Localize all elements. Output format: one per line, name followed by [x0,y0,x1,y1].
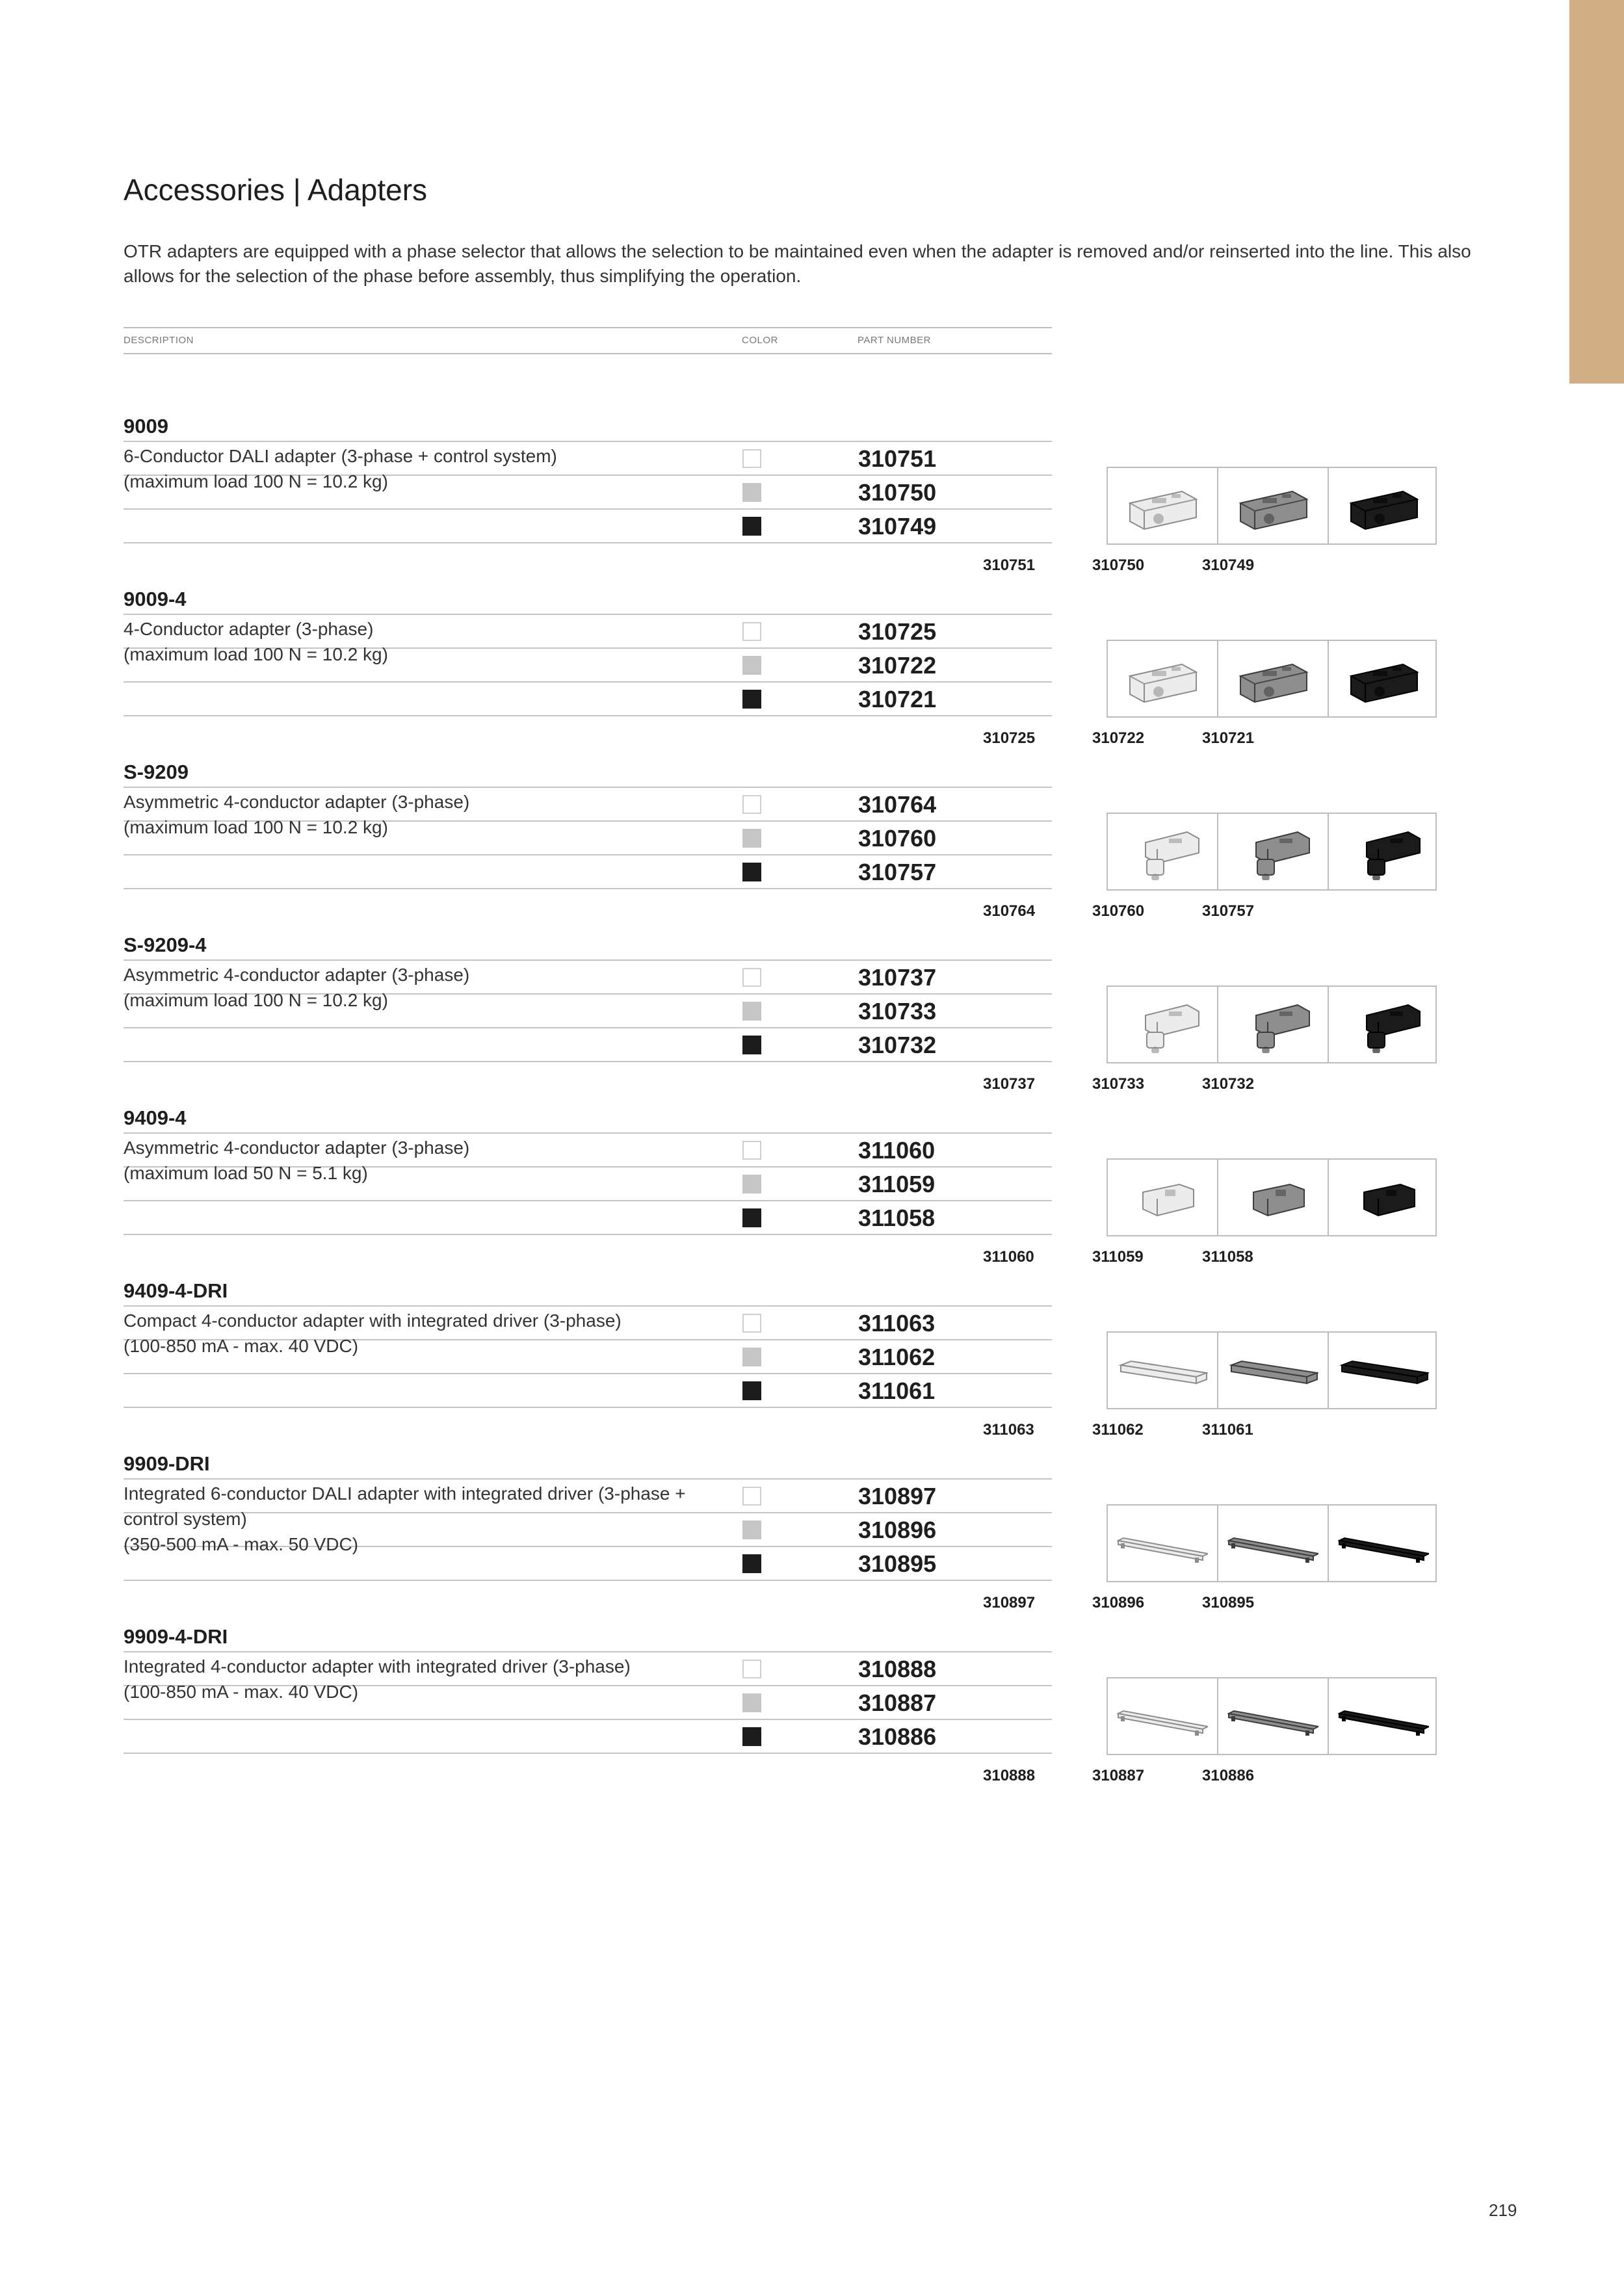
part-number: 311063 [858,1310,936,1337]
adapter-block-icon [1227,477,1318,534]
color-swatch-black [742,1554,761,1573]
part-number: 310760 [858,825,937,852]
long-driver-adapter-icon [1117,1688,1208,1745]
part-number: 310733 [858,998,937,1024]
color-swatch-grey [742,1520,761,1539]
product-image-strip [1107,1504,1437,1582]
color-swatch-white [742,1141,761,1160]
image-caption: 310722 [1092,729,1145,747]
product-image [1328,1506,1438,1581]
part-row [124,1373,1052,1408]
page-number: 219 [1489,2200,1517,2220]
color-swatch-white [742,1487,761,1506]
image-caption: 310897 [983,1594,1036,1611]
part-number: 310895 [858,1550,937,1577]
product-description: Asymmetric 4-conductor adapter (3-phase) (maximum load 100 N = 10.2 kg) [124,965,470,1010]
product-9909-4-dri [124,1625,1437,1784]
product-image [1328,1160,1438,1235]
product-image [1217,1333,1328,1408]
product-9009 [124,415,1437,574]
driver-adapter-icon [1227,1342,1318,1399]
color-swatch-white [742,622,761,641]
color-swatch-grey [742,1002,761,1021]
color-swatch-black [742,1727,761,1746]
color-swatch-grey [742,1175,761,1194]
part-number: 310722 [858,652,937,679]
part-number: 310732 [858,1032,937,1058]
product-image-strip [1107,640,1437,718]
part-number: 311060 [858,1137,936,1164]
part-number: 310888 [858,1656,937,1682]
product-image [1108,1506,1217,1581]
image-caption: 310760 [1092,902,1145,920]
product-description: Integrated 4-conductor adapter with integrated driver (3-phase) (100-850 mA - max. 40 VDC) [124,1656,631,1702]
product-9409-4-dri [124,1279,1437,1439]
asymmetric-adapter-icon [1117,996,1208,1053]
product-description: Asymmetric 4-conductor adapter (3-phase) (maximum load 50 N = 5.1 kg) [124,1138,470,1183]
long-driver-adapter-icon [1227,1515,1318,1572]
part-number: 311058 [858,1205,936,1231]
header-part-number: PART NUMBER [858,335,932,346]
image-caption: 311059 [1092,1248,1144,1266]
color-swatch-grey [742,829,761,848]
part-row [124,854,1052,889]
color-swatch-black [742,690,761,709]
part-number: 310757 [858,859,937,885]
product-image [1328,1333,1438,1408]
product-image [1217,641,1328,716]
product-name: S-9209 [124,761,189,783]
product-image [1328,987,1438,1062]
color-swatch-black [742,863,761,881]
adapter-block-icon [1338,477,1429,534]
long-driver-adapter-icon [1338,1688,1429,1745]
part-number: 310897 [858,1483,937,1509]
image-caption: 311058 [1202,1248,1253,1266]
product-image [1108,1678,1217,1754]
header-color: COLOR [742,335,778,346]
product-s-9209 [124,761,1437,920]
image-caption: 311061 [1202,1421,1253,1439]
driver-adapter-icon [1338,1342,1429,1399]
product-9909-dri [124,1452,1437,1611]
product-9409-4 [124,1106,1437,1266]
image-caption: 311062 [1092,1421,1144,1439]
color-swatch-white [742,968,761,987]
product-image [1217,468,1328,543]
part-number: 310886 [858,1723,937,1750]
product-image [1108,987,1217,1062]
color-swatch-white [742,449,761,468]
part-row [124,1200,1052,1235]
part-number: 311059 [858,1171,936,1197]
product-name: 9409-4-DRI [124,1279,228,1302]
part-row [124,1719,1052,1754]
image-caption: 310887 [1092,1767,1145,1784]
color-swatch-grey [742,656,761,675]
section-tab [1569,0,1624,384]
product-image [1108,1160,1217,1235]
product-description: 6-Conductor DALI adapter (3-phase + control system) (maximum load 100 N = 10.2 kg) [124,446,557,491]
color-swatch-grey [742,1693,761,1712]
color-swatch-grey [742,483,761,502]
page-title: Accessories | Adapters [124,173,428,207]
product-name: 9909-DRI [124,1452,210,1475]
color-swatch-black [742,1381,761,1400]
product-image [1328,641,1438,716]
image-caption: 310750 [1092,556,1145,574]
compact-adapter-icon [1117,1169,1208,1226]
image-caption: 310757 [1202,902,1255,920]
image-caption: 310733 [1092,1075,1145,1093]
product-image [1328,814,1438,889]
product-image [1108,1333,1217,1408]
product-s-9209-4 [124,933,1437,1093]
compact-adapter-icon [1227,1169,1318,1226]
image-caption: 310725 [983,729,1036,747]
image-caption: 310888 [983,1767,1036,1784]
part-number: 310749 [858,513,937,540]
color-swatch-black [742,517,761,536]
product-image-strip [1107,813,1437,891]
long-driver-adapter-icon [1338,1515,1429,1572]
adapter-block-icon [1338,650,1429,707]
product-image [1328,1678,1438,1754]
image-caption: 310732 [1202,1075,1255,1093]
image-caption: 310721 [1202,729,1255,747]
part-number: 310737 [858,964,937,991]
table-header [124,327,1052,354]
product-image-strip [1107,467,1437,545]
product-name: 9009-4 [124,588,187,610]
product-image [1217,987,1328,1062]
image-caption: 310896 [1092,1594,1145,1611]
adapter-block-icon [1227,650,1318,707]
header-description: DESCRIPTION [124,335,194,346]
part-row [124,1027,1052,1062]
image-caption: 310751 [983,556,1036,574]
product-image-strip [1107,1677,1437,1755]
image-caption: 310764 [983,902,1036,920]
image-caption: 311060 [983,1248,1034,1266]
product-name: S-9209-4 [124,933,207,956]
product-image-strip [1107,985,1437,1063]
part-number: 310751 [858,445,937,472]
part-number: 310896 [858,1517,937,1543]
product-image [1217,1678,1328,1754]
product-description: Compact 4-conductor adapter with integrated driver (3-phase) (100-850 mA - max. 40 VDC) [124,1311,622,1356]
product-image [1217,1506,1328,1581]
product-image-strip [1107,1158,1437,1236]
part-number: 311062 [858,1344,936,1370]
part-row [124,681,1052,716]
product-name: 9409-4 [124,1106,187,1129]
image-caption: 310886 [1202,1767,1255,1784]
color-swatch-white [742,795,761,814]
image-caption: 310895 [1202,1594,1255,1611]
product-image [1108,641,1217,716]
part-number: 310887 [858,1689,937,1716]
asymmetric-adapter-icon [1117,823,1208,880]
image-caption: 310749 [1202,556,1255,574]
product-description: Asymmetric 4-conductor adapter (3-phase) (maximum load 100 N = 10.2 kg) [124,792,470,837]
product-image [1108,468,1217,543]
product-name: 9909-4-DRI [124,1625,228,1648]
product-image-strip [1107,1331,1437,1409]
part-number: 310750 [858,479,937,506]
image-caption: 311063 [983,1421,1034,1439]
product-image [1328,468,1438,543]
part-row [124,508,1052,543]
adapter-block-icon [1117,650,1208,707]
asymmetric-adapter-icon [1227,823,1318,880]
color-swatch-white [742,1660,761,1678]
part-number: 310725 [858,618,937,645]
long-driver-adapter-icon [1227,1688,1318,1745]
product-description: 4-Conductor adapter (3-phase) (maximum load 100 N = 10.2 kg) [124,619,388,664]
part-number: 311061 [858,1377,936,1404]
asymmetric-adapter-icon [1338,823,1429,880]
product-image [1217,1160,1328,1235]
product-description: Integrated 6-conductor DALI adapter with integrated driver (3-phase + control system) (350-500 mA - max. 50 VDC) [124,1483,686,1554]
asymmetric-adapter-icon [1338,996,1429,1053]
image-caption: 310737 [983,1075,1036,1093]
adapter-block-icon [1117,477,1208,534]
color-swatch-white [742,1314,761,1333]
intro-text: OTR adapters are equipped with a phase selector that allows the selection to be maintained even when the adapter is removed and/or reinserted into the line. This also allows for the selection of the phase before assembly, thus simplifying the operation. [124,241,1471,286]
color-swatch-grey [742,1348,761,1366]
product-name: 9009 [124,415,168,437]
part-number: 310764 [858,791,937,818]
driver-adapter-icon [1117,1342,1208,1399]
product-image [1108,814,1217,889]
part-number: 310721 [858,686,937,712]
product-9009-4 [124,588,1437,747]
product-image [1217,814,1328,889]
long-driver-adapter-icon [1117,1515,1208,1572]
color-swatch-black [742,1208,761,1227]
color-swatch-black [742,1036,761,1054]
compact-adapter-icon [1338,1169,1429,1226]
asymmetric-adapter-icon [1227,996,1318,1053]
